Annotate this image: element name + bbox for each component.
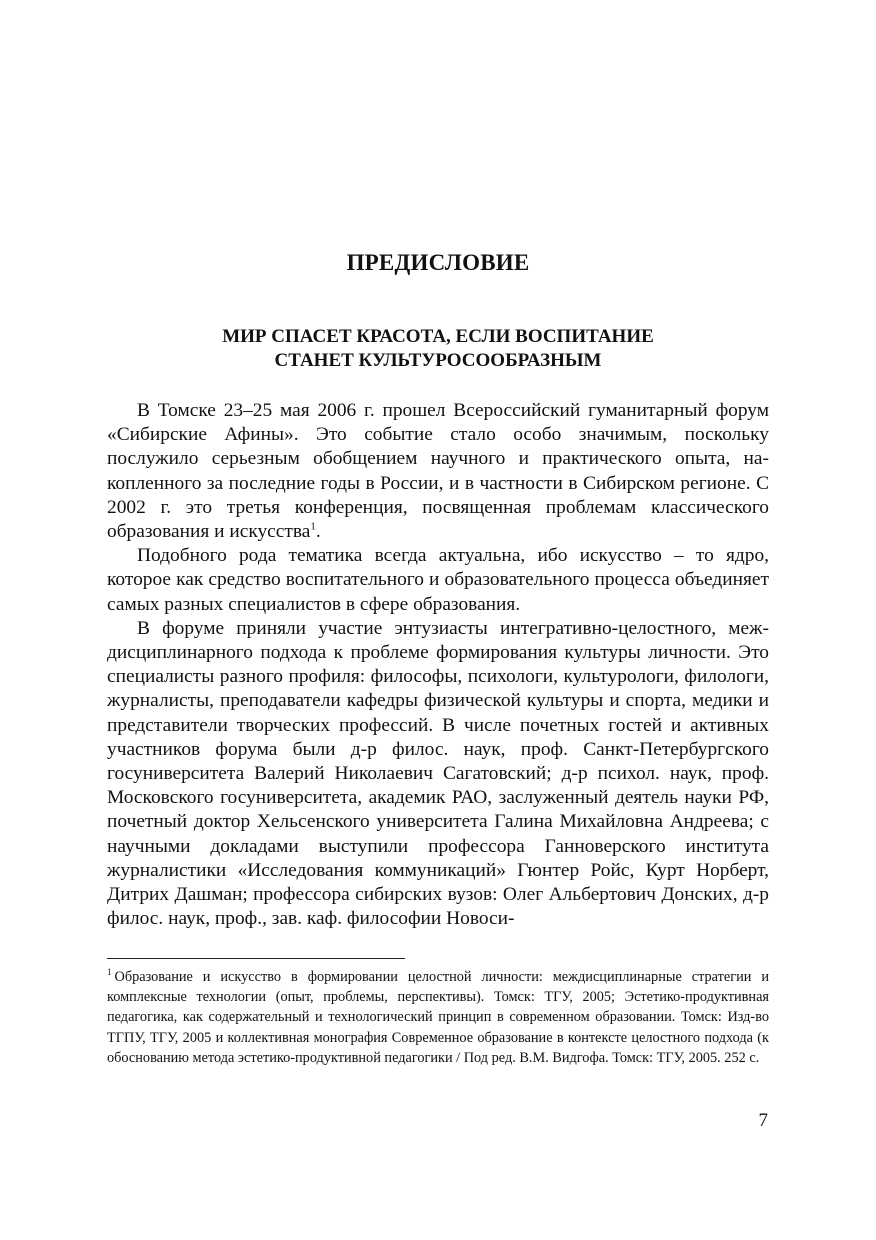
subtitle-line-1: МИР СПАСЕТ КРАСОТА, ЕСЛИ ВОСПИТАНИЕ [222, 326, 654, 347]
chapter-title: ПРЕДИСЛОВИЕ [346, 250, 530, 275]
paragraph-3: В форуме приняли участие энтузиасты интегративно-целостного, междисциплинарного подхода к проблеме формирования культуры личности. Это специалисты разного профиля: философы, психологи, культурологи, филологи, журналисты, преподаватели кафедры физической культуры и спорта, медики и представители творческих профессий. В числе почетных гостей и активных участников форума были д-р филос. наук, проф. Санкт-Петербургского госуниверситета Валерий Николаевич Сагатовский; д-р психол. наук, проф. Московского госуниверситета, академик РАО, заслуженный деятель науки РФ, почетный доктор Хельсенского университета Галина Михайловна Андреева; с научными докладами выступили профессора Ганноверского института журналистики «Исследования коммуникаций» Гюнтер Ройс, Курт Норберт, Дитрих Дашман; профессора сибирских вузов: Олег Альбертович Донских, д-р филос. наук, проф., зав. каф. философии Новоси- [107, 617, 769, 930]
section-subtitle [0, 325, 876, 373]
page-number: 7 [758, 1110, 768, 1131]
footnote-mark: 1 [107, 967, 112, 978]
paragraph-1-end: . [315, 521, 321, 543]
subtitle-line-2: СТАНЕТ КУЛЬТУРОСООБРАЗНЫМ [274, 350, 602, 371]
footnote [107, 967, 769, 1068]
footnote-divider [107, 958, 405, 959]
paragraph-2: Подобного рода тематика всегда актуальна, ибо искусство – то ядро, которое как средство воспитательного и образовательного процесса объединяет самых разных специалистов в сфере образования. [107, 545, 769, 615]
footnote-text: Образование и искусство в формировании целостной личности: междисциплинарные стратегии и комплексные технологии (опыт, проблемы, перспективы). Томск: ТГУ, 2005; Эстетико-продуктивная педагогика, как содержательный и технологический принцип в современном образовании. Томск: Изд-во ТГПУ, ТГУ, 2005 и коллективная монография Современное образование в контексте целостного подхода (к обоснованию метода эстетико-продуктивной педагогики / Под ред. В.М. Видгофа. Томск: ТГУ, 2005. 252 с. [107, 969, 769, 1066]
body-text [107, 399, 769, 931]
footnote-reference: 1 [310, 520, 316, 533]
paragraph-1-text: В Томске 23–25 мая 2006 г. прошел Всероссийский гуманитарный форум «Сибирские Афины». Это событие стало особо значимым, поскольку послужило серьезным обобщением научного и практического опыта, накопленного за последние годы в России, и в частности в Сибирском регионе. С 2002 г. это третья конференция, посвященная проблемам классического образования и искусства [107, 400, 769, 543]
paragraph-1 [107, 399, 769, 544]
